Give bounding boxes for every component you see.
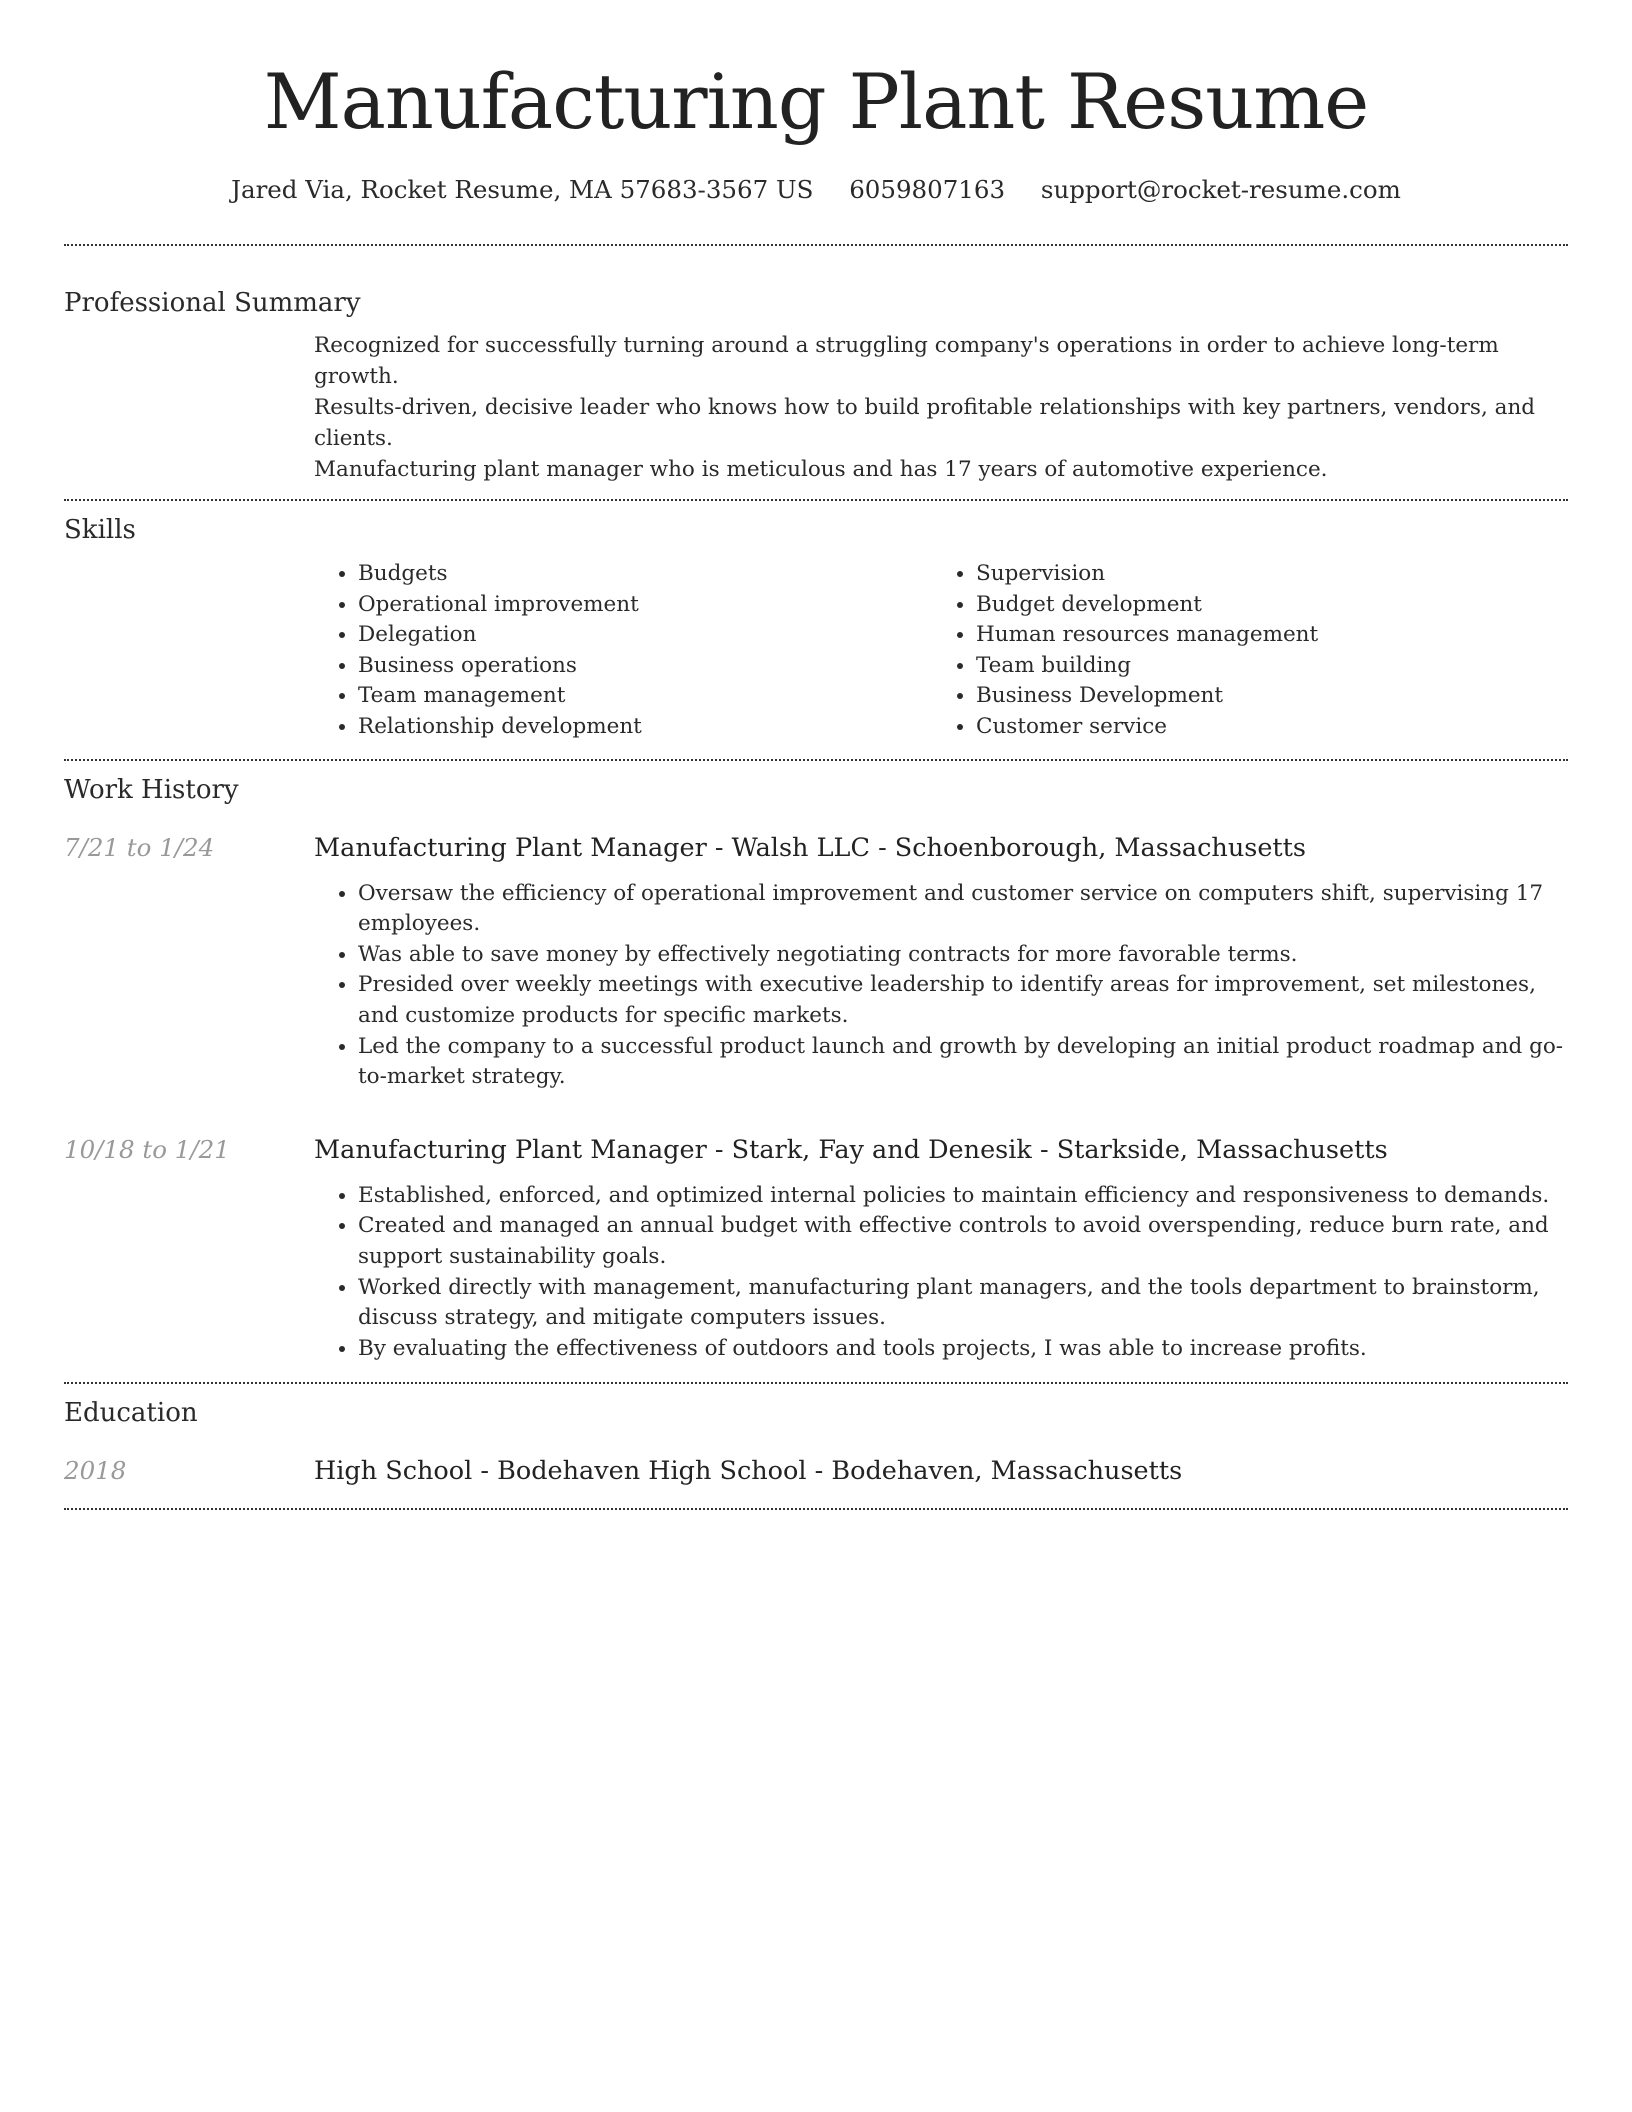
education-heading: Education [64, 1398, 198, 1429]
section-divider [64, 244, 1568, 246]
skills-heading: Skills [64, 515, 136, 545]
summary-line: Recognized for successfully turning around a struggling company's operations in order to achieve long-term growth. [314, 333, 1499, 389]
education-entry-body [314, 1454, 1568, 1488]
section-divider [64, 1508, 1568, 1510]
skill-item: • Budget development [976, 590, 1546, 621]
job-bullet: • Led the company to a successful product launch and growth by developing an initial product roadmap and go-to-market strategy. [358, 1032, 1568, 1093]
section-divider [64, 759, 1568, 761]
contact-phone: 6059807163 [849, 175, 1006, 204]
skill-item: • Supervision [976, 559, 1546, 590]
work-entry-body [314, 1133, 1568, 1365]
contact-line [64, 174, 1568, 206]
education-entry [64, 1454, 1568, 1488]
job-title: Manufacturing Plant Manager - Walsh LLC - Schoenborough, Massachusetts [314, 832, 1306, 863]
skill-item: • Delegation [358, 620, 928, 651]
summary-heading: Professional Summary [64, 288, 361, 318]
education-date: 2018 [64, 1456, 127, 1486]
job-bullet: • Presided over weekly meetings with executive leadership to identify areas for improvement, set milestones, and customize products for specific markets. [358, 970, 1568, 1031]
job-bullet: • By evaluating the effectiveness of outdoors and tools projects, I was able to increase profits. [358, 1334, 1568, 1365]
skills-column-left [314, 559, 928, 743]
summary-line: Manufacturing plant manager who is meticulous and has 17 years of automotive experience. [314, 457, 1328, 482]
resume-page [64, 0, 1568, 1510]
section-divider [64, 499, 1568, 501]
skill-item: • Business operations [358, 651, 928, 682]
skill-item: • Budgets [358, 559, 928, 590]
work-date: 10/18 to 1/21 [64, 1134, 230, 1164]
summary-text [314, 330, 1568, 485]
job-bullet: • Established, enforced, and optimized internal policies to maintain efficiency and responsiveness to demands. [358, 1181, 1568, 1212]
job-bullets [314, 1181, 1568, 1365]
page-title: Manufacturing Plant Resume [263, 57, 1369, 146]
work-entry-body [314, 831, 1568, 1093]
skill-item: • Team management [358, 681, 928, 712]
contact-email: support@rocket-resume.com [1040, 175, 1401, 204]
education-title: High School - Bodehaven High School - Bodehaven, Massachusetts [314, 1456, 1183, 1487]
job-bullet: • Was able to save money by effectively negotiating contracts for more favorable terms. [358, 940, 1568, 971]
skill-item: • Human resources management [976, 620, 1546, 651]
job-bullet: • Worked directly with management, manufacturing plant managers, and the tools department to brainstorm, discuss strategy, and mitigate computers issues. [358, 1273, 1568, 1334]
skills-column-right [928, 559, 1546, 743]
job-bullet: • Oversaw the efficiency of operational improvement and customer service on computers shift, supervising 17 employees. [358, 879, 1568, 940]
work-date: 7/21 to 1/24 [64, 832, 215, 862]
skill-item: • Relationship development [358, 712, 928, 743]
skill-item: • Operational improvement [358, 590, 928, 621]
job-bullet: • Created and managed an annual budget with effective controls to avoid overspending, reduce burn rate, and support sustainability goals. [358, 1211, 1568, 1272]
summary-line: Results-driven, decisive leader who knows how to build profitable relationships with key partners, vendors, and clients. [314, 395, 1536, 451]
skill-item: • Customer service [976, 712, 1546, 743]
skill-item: • Business Development [976, 681, 1546, 712]
job-bullets [314, 879, 1568, 1093]
skills-list [314, 559, 1568, 743]
contact-address: Jared Via, Rocket Resume, MA 57683-3567 US [231, 175, 814, 204]
work-heading: Work History [64, 774, 239, 805]
work-entry [64, 831, 1568, 1093]
skill-item: • Team building [976, 651, 1546, 682]
job-title: Manufacturing Plant Manager - Stark, Fay and Denesik - Starkside, Massachusetts [314, 1134, 1388, 1165]
section-divider [64, 1382, 1568, 1384]
work-entry [64, 1133, 1568, 1365]
